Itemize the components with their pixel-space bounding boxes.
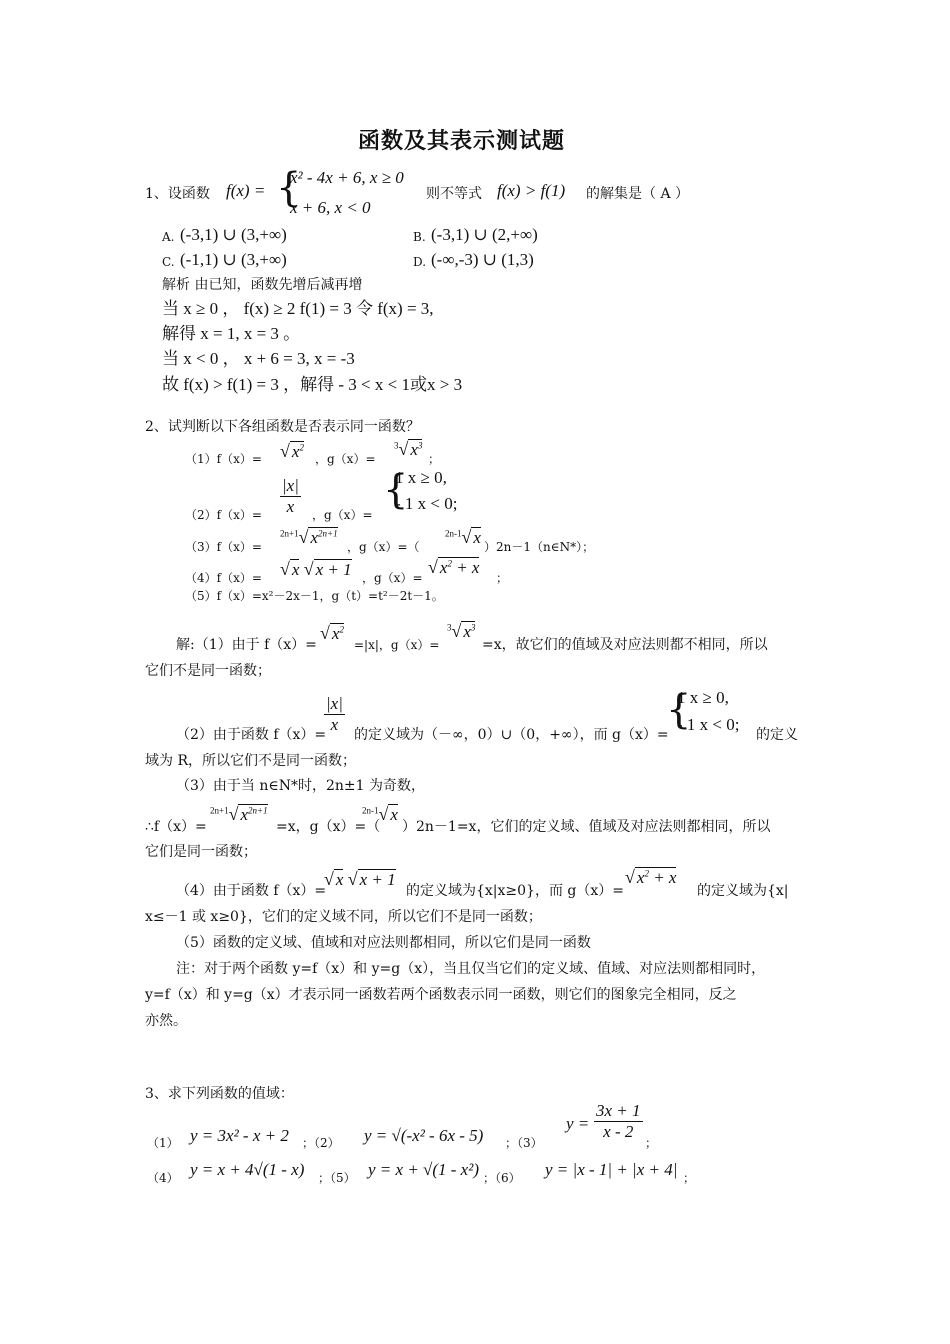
q3-e1: y = 3x² - x + 2 [190,1126,289,1145]
q1-middle: 则不等式 [426,186,482,202]
q1-line2: 解得 x = 1, x = 3 。 [162,324,301,343]
option-c: (-1,1) ∪ (3,+∞) [180,250,287,269]
q2-p4-f: √ x √ x + 1 [280,559,352,579]
q1-fx: f(x) = [226,181,266,200]
q2-s2-a: （2）由于函数 f（x）= [176,727,327,743]
q2-p2-a: （2）f（x）= [185,508,262,522]
q2-s3-f: $^{2n+1}$√ $x^{2n+1}$ [210,804,268,824]
q1-suffix: 的解集是（ A ） [586,186,690,202]
q3-e4: y = x + 4√(1 - x) [190,1160,305,1179]
q2-s1-d: 它们不是同一函数； [145,663,271,679]
q2-s1-b: =|x|，g（x）= [354,638,440,652]
q2-s1-c: =x，故它们的值域及对应法则都不相同，所以 [482,637,768,653]
q1-analysis: 解析 由已知，函数先增后减再增 [162,277,363,293]
q2-s2-f: $\frac{|x|}{x}$ [326,694,343,734]
q3-e5: y = x + √(1 - x²) [368,1160,479,1179]
option-b: (-3,1) ∪ (2,+∞) [431,225,538,244]
q1-line4: 故 f(x) > f(1) = 3 ，解得 - 3 < x < 1或x > 3 [162,375,463,394]
q3-end3: ； [645,1136,658,1150]
q2-p1-a: （1）f（x）= [185,452,262,466]
q2-s4-b: 的定义域为{x|x≥0}，而 g（x）= [406,883,624,899]
q2-s1-f: √ $x^2$ [320,623,344,643]
q2-s4-c: 的定义域为{x| [697,883,789,899]
q2-s4-a: （4）由于函数 f（x）= [176,883,327,899]
q2-p4-g: √ $x^2 + x$ [428,557,480,577]
q1-case2: x + 6, x < 0 [290,198,371,217]
q2-s2-case1: 1 x ≥ 0, [677,688,729,707]
q2-s3-d: ）2n－1=x，它们的定义域、值域及对应法则都相同，所以 [402,819,771,835]
q1-ineq: f(x) > f(1) [497,181,566,200]
q2-note3: 亦然。 [145,1013,187,1029]
q2-p1-g: $^3$√ $x^3$ [394,439,423,459]
q2-s2-case2: - 1 x < 0; [677,715,740,734]
option-c-label: C. [162,255,175,269]
option-d-label: D. [413,255,427,269]
q1-line1: 当 x ≥ 0 ， f(x) ≥ 2 f(1) = 3 令 f(x) = 3, [162,299,434,318]
q2-note1: 注：对于两个函数 y=f（x）和 y=g（x），当且仅当它们的定义域、值域、对应法则都相同时， [176,961,766,977]
q2-p3-b: ，g（x）=（ [347,540,420,554]
q3-l4: （4） [147,1171,179,1185]
q2-p2-f: $\frac{|x|}{x}$ [282,476,299,516]
q2-s3-e: 它们是同一函数； [145,844,257,860]
q2-note2: y=f（x）和 y=g（x）才表示同一函数若两个函数表示同一函数，则它们的图象完全相同，反之 [145,987,737,1003]
q3-l3: ；（3） [505,1136,543,1150]
option-b-label: B. [413,230,426,244]
q2-p2-case1: 1 x ≥ 0, [395,468,447,487]
q2-prefix: 2、试判断以下各组函数是否表示同一函数？ [145,419,420,435]
q1-line3: 当 x < 0 ， x + 6 = 3, x = -3 [162,349,355,368]
q3-e6: y = |x - 1| + |x + 4| [545,1160,678,1179]
q2-p1-c: ； [428,452,441,466]
q3-l5: ；（5） [318,1171,356,1185]
q2-p2-brace: { [383,467,409,513]
q2-s3-c: =x，g（x）=（ [276,819,381,835]
q2-p3-f: $^{2n+1}$√ $x^{2n+1}$ [280,527,338,547]
q2-s3-a: （3）由于当 n∈N*时，2n±1 为奇数， [176,778,425,794]
q2-s2-d: 域为 R，所以它们不是同一函数； [145,753,356,769]
q2-p2-case2: - 1 x < 0; [395,494,458,513]
q2-s4-f: √ x √ x + 1 [324,869,396,889]
q2-p5: （5）f（x）=x²－2x－1，g（t）=t²－2t－1。 [185,589,444,603]
q2-p4-b: ，g（x）= [362,571,423,585]
q2-p4-a: （4）f（x）= [185,571,262,585]
q3-e2: y = √(-x² - 6x - 5) [364,1126,484,1145]
q3-l1: （1） [147,1136,179,1150]
q3-prefix: 3、求下列函数的值域： [145,1086,294,1102]
q2-s2-c: 的定义 [756,727,798,743]
q2-s3-b: ∴f（x）= [145,819,207,835]
q1-prefix: 1、设函数 [145,186,210,202]
q2-s1-a: 解:（1）由于 f（x）= [176,637,317,653]
page-title: 函数及其表示测试题 [358,128,566,154]
q3-e3-lhs: y = [566,1114,590,1133]
q2-p2-b: ，g（x）= [312,508,373,522]
q3-e3-den: x - 2 [603,1122,634,1141]
q2-s2-brace: { [666,687,692,733]
q2-p3-g: $^{2n-1}$√ x [445,527,481,547]
q2-p3-c: ）2n－1（n∈N*）； [484,540,595,554]
q2-s3-g: $^{2n-1}$√ x [362,804,398,824]
q3-end6: ； [683,1171,696,1185]
q2-p4-c: ； [496,571,509,585]
q3-e3-frac [594,1101,643,1142]
q1-case1: x² - 4x + 6, x ≥ 0 [290,168,404,187]
q2-p1-b: ，g（x）= [315,452,376,466]
q2-s1-g: $^3$√ $x^3$ [447,621,476,641]
option-a-label: A. [162,230,175,244]
option-d: (-∞,-3) ∪ (1,3) [431,250,534,269]
q2-s4-g: √ $x^2 + x$ [625,867,677,887]
q2-s4-d: x≤－1 或 x≥0}，它们的定义域不同，所以它们不是同一函数； [145,909,542,925]
q3-l6: ；（6） [483,1171,521,1185]
q2-s5: （5）函数的定义域、值域和对应法则都相同，所以它们是同一函数 [176,935,591,951]
q2-p1-f: √ $x^2$ [280,441,304,461]
q3-e3-num: 3x + 1 [596,1101,641,1120]
q3-l2: ；（2） [302,1136,340,1150]
option-a: (-3,1) ∪ (3,+∞) [180,225,287,244]
q2-p3-a: （3）f（x）= [185,540,262,554]
q2-s2-b: 的定义域为（－∞，0）∪（0，+∞），而 g（x）= [354,727,669,743]
q1-brace: { [276,165,302,211]
